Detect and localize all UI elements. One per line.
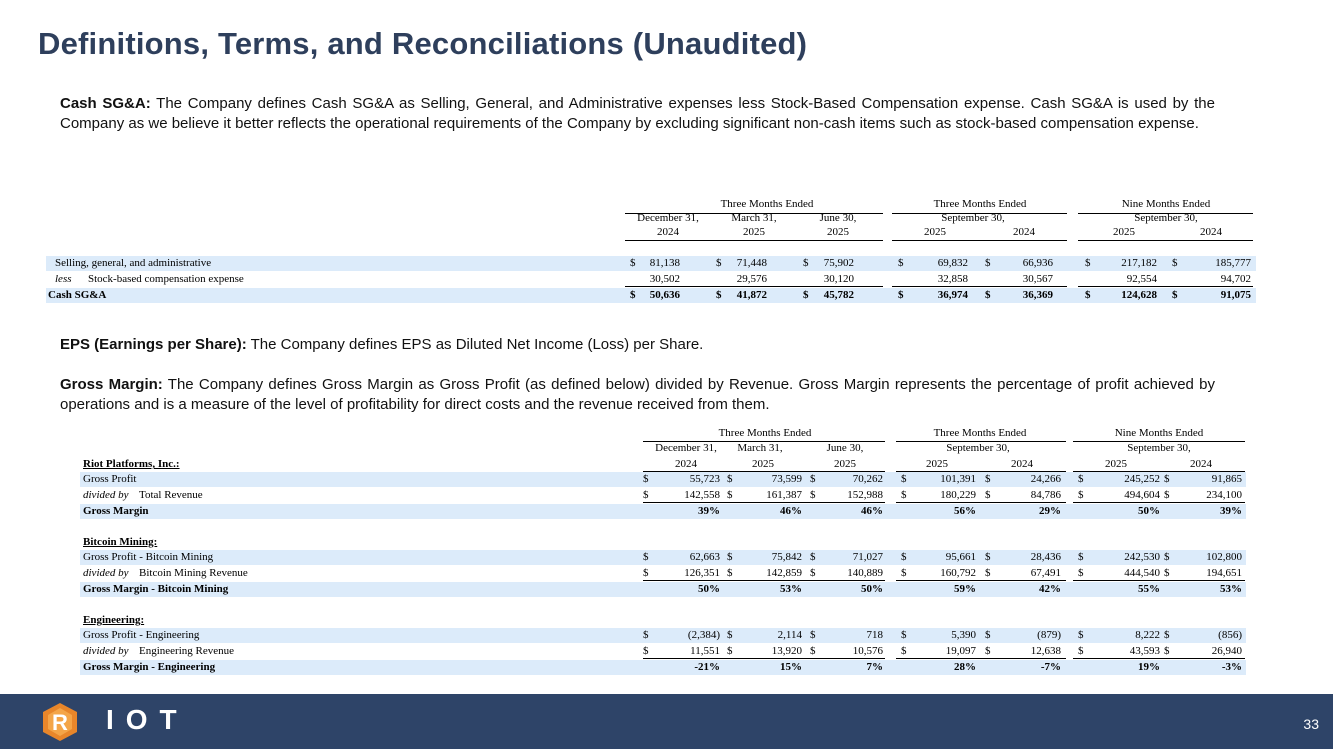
dollar-sign: $	[803, 289, 809, 301]
total-rule	[643, 502, 885, 503]
dollar-sign: $	[901, 645, 907, 657]
section-header: Engineering:	[83, 614, 145, 626]
col-year: 2025	[1113, 226, 1135, 238]
dollar-sign: $	[1078, 473, 1084, 485]
col-group-header: Three Months Ended	[720, 198, 814, 210]
row-label: Gross Profit - Engineering	[83, 629, 200, 641]
dollar-sign: $	[643, 473, 649, 485]
value-cell: 29%	[1039, 505, 1061, 517]
value-cell: 160,792	[940, 567, 976, 579]
col-year: 2025	[827, 226, 849, 238]
value-cell: 67,491	[1030, 567, 1061, 579]
dollar-sign: $	[985, 567, 991, 579]
col-year: 2025	[1105, 458, 1127, 470]
value-cell: 69,832	[937, 257, 968, 269]
dollar-sign: $	[630, 289, 636, 301]
total-rule	[892, 286, 1067, 287]
col-year: 2024	[657, 226, 679, 238]
dollar-sign: $	[727, 473, 733, 485]
dollar-sign: $	[810, 489, 816, 501]
dollar-sign: $	[901, 551, 907, 563]
value-cell: 718	[866, 629, 883, 641]
value-cell: 50%	[861, 583, 883, 595]
value-cell: 15%	[780, 661, 802, 673]
value-cell: 66,936	[1022, 257, 1053, 269]
total-rule	[1073, 658, 1245, 659]
value-cell: 75,842	[771, 551, 802, 563]
value-cell: 126,351	[684, 567, 720, 579]
dollar-sign: $	[727, 629, 733, 641]
value-cell: 19,097	[945, 645, 976, 657]
col-subheader: March 31,	[731, 212, 777, 224]
total-rule	[625, 286, 883, 287]
value-cell: 30,502	[649, 273, 680, 285]
value-cell: 30,120	[823, 273, 854, 285]
col-group-header: Nine Months Ended	[1121, 198, 1211, 210]
total-rule	[896, 658, 1066, 659]
page-number: 33	[1303, 716, 1319, 732]
col-year: 2025	[752, 458, 774, 470]
value-cell: 142,859	[766, 567, 802, 579]
total-rule	[896, 502, 1066, 503]
cash-sga-text: The Company defines Cash SG&A as Selling, General, and Administrative expenses less Stock-Based Compensation expense. Cash SG&A is used by the Company as we believe it better reflects the operational requirements of the Company by excluding significant non-cash items such as stock-based compensation expense.	[60, 95, 1215, 132]
dollar-sign: $	[727, 489, 733, 501]
dollar-sign: $	[727, 551, 733, 563]
dollar-sign: $	[1164, 645, 1170, 657]
col-subheader: March 31,	[737, 442, 783, 454]
value-cell: 84,786	[1030, 489, 1061, 501]
row-label: Stock-based compensation expense	[88, 273, 244, 285]
year-rule	[892, 240, 1067, 241]
value-cell: 43,593	[1129, 645, 1160, 657]
dollar-sign: $	[1164, 551, 1170, 563]
value-cell: 36,369	[1022, 289, 1053, 301]
value-cell: 56%	[954, 505, 976, 517]
dollar-sign: $	[1078, 489, 1084, 501]
dollar-sign: $	[901, 489, 907, 501]
value-cell: 55,723	[689, 473, 720, 485]
section-title: Riot Platforms, Inc.:	[83, 458, 180, 470]
value-cell: 53%	[780, 583, 802, 595]
eps-text: The Company defines EPS as Diluted Net Income (Loss) per Share.	[246, 336, 704, 353]
value-cell: 13,920	[771, 645, 802, 657]
value-cell: 444,540	[1124, 567, 1160, 579]
value-cell: 2,114	[777, 629, 802, 641]
dollar-sign: $	[985, 257, 991, 269]
value-cell: 234,100	[1206, 489, 1242, 501]
value-cell: 71,448	[736, 257, 767, 269]
year-rule	[625, 240, 883, 241]
value-cell: 41,872	[736, 289, 767, 301]
dollar-sign: $	[803, 257, 809, 269]
dollar-sign: $	[643, 629, 649, 641]
col-year: 2024	[1011, 458, 1033, 470]
value-cell: 91,865	[1211, 473, 1242, 485]
dollar-sign: $	[630, 257, 636, 269]
col-group-header: Three Months Ended	[718, 427, 812, 439]
section-header: Bitcoin Mining:	[83, 536, 158, 548]
total-rule	[1078, 286, 1253, 287]
col-subheader: September 30,	[1127, 442, 1191, 454]
dollar-sign: $	[810, 629, 816, 641]
col-subheader: September 30,	[946, 442, 1010, 454]
dollar-sign: $	[985, 289, 991, 301]
row-qualifier: divided by	[83, 567, 129, 579]
value-cell: 39%	[698, 505, 720, 517]
col-year: 2024	[1200, 226, 1222, 238]
dollar-sign: $	[898, 289, 904, 301]
dollar-sign: $	[727, 645, 733, 657]
value-cell: 26,940	[1211, 645, 1242, 657]
value-cell: 102,800	[1206, 551, 1242, 563]
col-year: 2025	[924, 226, 946, 238]
value-cell: 92,554	[1126, 273, 1157, 285]
value-cell: 185,777	[1215, 257, 1251, 269]
dollar-sign: $	[643, 551, 649, 563]
page-title: Definitions, Terms, and Reconciliations (Unaudited)	[38, 26, 808, 61]
value-cell: 30,567	[1022, 273, 1053, 285]
col-group-header: Three Months Ended	[933, 427, 1027, 439]
value-cell: 19%	[1138, 661, 1160, 673]
dollar-sign: $	[1164, 473, 1170, 485]
row-qualifier: divided by	[83, 645, 129, 657]
row-label: Selling, general, and administrative	[55, 257, 212, 269]
value-cell: 152,988	[847, 489, 883, 501]
dollar-sign: $	[985, 645, 991, 657]
value-cell: 217,182	[1121, 257, 1157, 269]
value-cell: -7%	[1040, 661, 1061, 673]
value-cell: 242,530	[1124, 551, 1160, 563]
row-label: Gross Profit - Bitcoin Mining	[83, 551, 214, 563]
value-cell: 94,702	[1220, 273, 1251, 285]
value-cell: 8,222	[1135, 629, 1160, 641]
row-label: Bitcoin Mining Revenue	[139, 567, 248, 579]
value-cell: 194,651	[1206, 567, 1242, 579]
cash-sga-term: Cash SG&A:	[60, 95, 151, 112]
dollar-sign: $	[901, 473, 907, 485]
col-subheader: September 30,	[1134, 212, 1198, 224]
col-year: 2024	[1013, 226, 1035, 238]
col-year: 2025	[834, 458, 856, 470]
eps-term: EPS (Earnings per Share):	[60, 336, 247, 353]
value-cell: 5,390	[951, 629, 976, 641]
riot-logo-icon	[40, 702, 80, 742]
footer-bar	[0, 694, 1333, 749]
col-subheader: December 31,	[655, 442, 717, 454]
value-cell: 50%	[1138, 505, 1160, 517]
value-cell: 95,661	[945, 551, 976, 563]
row-label: Engineering Revenue	[139, 645, 234, 657]
row-qualifier: less	[55, 273, 72, 285]
logo-wordmark: IOT	[106, 704, 189, 735]
total-rule	[643, 580, 885, 581]
dollar-sign: $	[1164, 567, 1170, 579]
value-cell: 81,138	[649, 257, 680, 269]
value-cell: 32,858	[937, 273, 968, 285]
col-year: 2024	[1190, 458, 1212, 470]
dollar-sign: $	[643, 645, 649, 657]
dollar-sign: $	[1078, 629, 1084, 641]
value-cell: (2,384)	[687, 629, 720, 641]
value-cell: 75,902	[823, 257, 854, 269]
value-cell: 55%	[1138, 583, 1160, 595]
gross-margin-text: The Company defines Gross Margin as Gross Profit (as defined below) divided by Revenue. Gross Margin represents the percentage of profit achieved by operations and is a measure of the level of profitability for direct costs and the revenue received from them.	[60, 376, 1215, 413]
dollar-sign: $	[1078, 551, 1084, 563]
dollar-sign: $	[643, 567, 649, 579]
dollar-sign: $	[985, 489, 991, 501]
value-cell: 91,075	[1220, 289, 1251, 301]
row-label: Total Revenue	[139, 489, 203, 501]
gross-margin-term: Gross Margin:	[60, 376, 163, 393]
cash-sga-definition	[60, 94, 1215, 134]
eps-definition	[60, 335, 1215, 355]
dollar-sign: $	[1085, 257, 1091, 269]
row-label: Gross Margin	[83, 505, 149, 517]
value-cell: 494,604	[1124, 489, 1160, 501]
dollar-sign: $	[810, 551, 816, 563]
value-cell: 140,889	[847, 567, 883, 579]
row-label: Gross Profit	[83, 473, 137, 485]
value-cell: 28,436	[1030, 551, 1061, 563]
dollar-sign: $	[716, 289, 722, 301]
dollar-sign: $	[1172, 289, 1178, 301]
row-label: Cash SG&A	[48, 289, 107, 301]
dollar-sign: $	[727, 567, 733, 579]
value-cell: 24,266	[1030, 473, 1061, 485]
value-cell: 53%	[1220, 583, 1242, 595]
dollar-sign: $	[1172, 257, 1178, 269]
value-cell: 42%	[1039, 583, 1061, 595]
value-cell: 29,576	[736, 273, 767, 285]
dollar-sign: $	[810, 645, 816, 657]
col-subheader: June 30,	[819, 212, 857, 224]
value-cell: 70,262	[852, 473, 883, 485]
dollar-sign: $	[985, 473, 991, 485]
value-cell: 142,558	[684, 489, 720, 501]
total-rule	[896, 580, 1066, 581]
dollar-sign: $	[1085, 289, 1091, 301]
col-year: 2025	[743, 226, 765, 238]
dollar-sign: $	[1078, 645, 1084, 657]
value-cell: (879)	[1037, 629, 1061, 641]
value-cell: 11,551	[690, 645, 720, 657]
value-cell: 45,782	[823, 289, 854, 301]
dollar-sign: $	[1078, 567, 1084, 579]
col-subheader: September 30,	[941, 212, 1005, 224]
dollar-sign: $	[810, 567, 816, 579]
dollar-sign: $	[1164, 489, 1170, 501]
value-cell: 73,599	[771, 473, 802, 485]
year-rule	[1078, 240, 1253, 241]
logo-letter: R	[52, 710, 68, 735]
dollar-sign: $	[901, 567, 907, 579]
value-cell: 36,974	[937, 289, 968, 301]
row-label: Gross Margin - Bitcoin Mining	[83, 583, 229, 595]
value-cell: 12,638	[1030, 645, 1061, 657]
value-cell: 101,391	[940, 473, 976, 485]
value-cell: 62,663	[689, 551, 720, 563]
value-cell: 180,229	[940, 489, 976, 501]
col-group-header: Nine Months Ended	[1114, 427, 1204, 439]
total-rule	[1073, 580, 1245, 581]
value-cell: -3%	[1221, 661, 1242, 673]
dollar-sign: $	[643, 489, 649, 501]
value-cell: (856)	[1218, 629, 1242, 641]
value-cell: -21%	[694, 661, 720, 673]
col-year: 2025	[926, 458, 948, 470]
row-qualifier: divided by	[83, 489, 129, 501]
dollar-sign: $	[810, 473, 816, 485]
value-cell: 10,576	[852, 645, 883, 657]
value-cell: 50%	[698, 583, 720, 595]
value-cell: 245,252	[1124, 473, 1160, 485]
value-cell: 161,387	[766, 489, 802, 501]
value-cell: 39%	[1220, 505, 1242, 517]
gross-margin-definition	[60, 375, 1215, 415]
col-year: 2024	[675, 458, 697, 470]
row-label: Gross Margin - Engineering	[83, 661, 216, 673]
value-cell: 7%	[866, 661, 883, 673]
dollar-sign: $	[985, 551, 991, 563]
dollar-sign: $	[898, 257, 904, 269]
col-subheader: December 31,	[637, 212, 699, 224]
dollar-sign: $	[716, 257, 722, 269]
value-cell: 28%	[954, 661, 976, 673]
value-cell: 50,636	[649, 289, 680, 301]
total-rule	[1073, 502, 1245, 503]
dollar-sign: $	[1164, 629, 1170, 641]
value-cell: 46%	[780, 505, 802, 517]
value-cell: 46%	[861, 505, 883, 517]
col-subheader: June 30,	[826, 442, 864, 454]
dollar-sign: $	[901, 629, 907, 641]
col-group-header: Three Months Ended	[933, 198, 1027, 210]
total-rule	[643, 658, 885, 659]
value-cell: 59%	[954, 583, 976, 595]
value-cell: 71,027	[852, 551, 883, 563]
value-cell: 124,628	[1121, 289, 1157, 301]
dollar-sign: $	[985, 629, 991, 641]
